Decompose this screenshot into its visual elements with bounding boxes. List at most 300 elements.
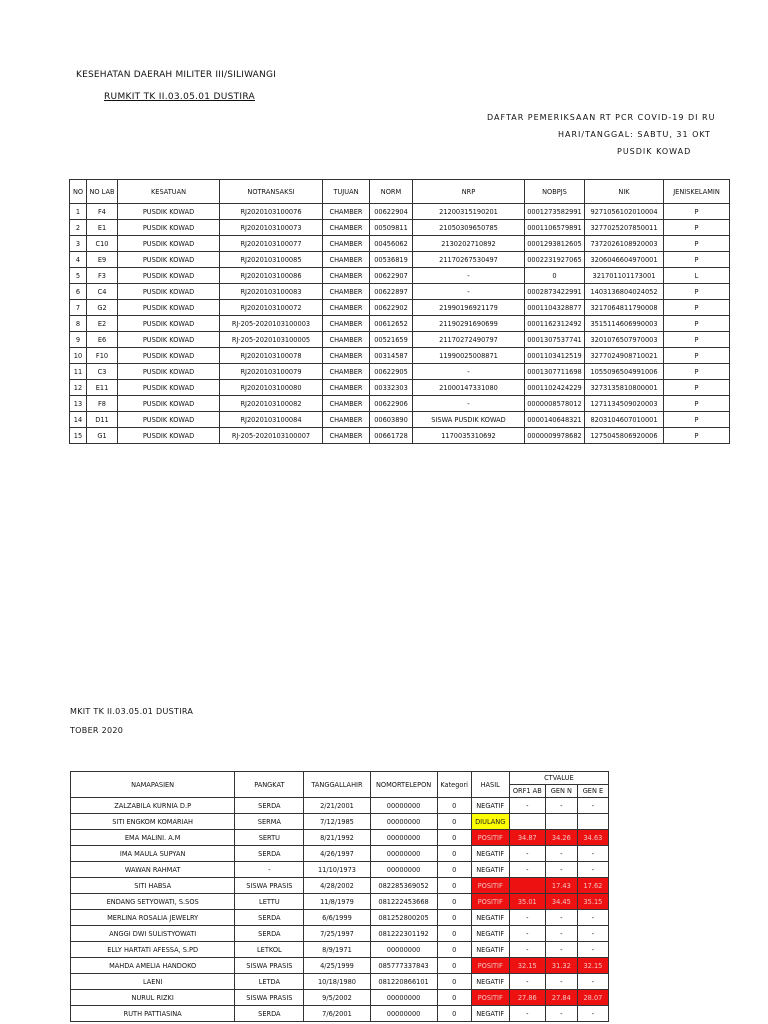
table-cell: PUSDIK KOWAD bbox=[118, 252, 220, 268]
table-row bbox=[71, 958, 609, 974]
table-cell: SITI ENGKOM KOMARIAH bbox=[71, 814, 235, 830]
table-cell bbox=[509, 878, 545, 894]
table-cell: 32.15 bbox=[577, 958, 608, 974]
table-cell: 321701101173001 bbox=[585, 268, 664, 284]
table-cell: E11 bbox=[87, 380, 118, 396]
table-cell: 6/6/1999 bbox=[304, 910, 370, 926]
table-cell: 00622906 bbox=[370, 396, 413, 412]
table-row bbox=[71, 830, 609, 846]
table-row bbox=[71, 926, 609, 942]
table-cell: RJ2020103100084 bbox=[220, 412, 323, 428]
table-cell: 17.43 bbox=[545, 878, 577, 894]
table-row bbox=[70, 428, 730, 444]
table-cell: 8/9/1971 bbox=[304, 942, 370, 958]
table-cell: CHAMBER bbox=[323, 204, 370, 220]
table-cell: CHAMBER bbox=[323, 252, 370, 268]
table-cell: RJ2020103100083 bbox=[220, 284, 323, 300]
table-cell: 8203104607010001 bbox=[585, 412, 664, 428]
result-cell: NEGATIF bbox=[471, 974, 509, 990]
table-cell: CHAMBER bbox=[323, 316, 370, 332]
table-cell: - bbox=[509, 798, 545, 814]
table-cell: PUSDIK KOWAD bbox=[118, 332, 220, 348]
result-cell: POSITIF bbox=[471, 878, 509, 894]
table-cell: F10 bbox=[87, 348, 118, 364]
table-cell: 0 bbox=[437, 1006, 471, 1022]
result-cell: NEGATIF bbox=[471, 942, 509, 958]
table-row bbox=[70, 380, 730, 396]
table-cell: 00314587 bbox=[370, 348, 413, 364]
table-cell: ZALZABILA KURNIA D.P bbox=[71, 798, 235, 814]
result-cell: POSITIF bbox=[471, 830, 509, 846]
table-cell: 21200315190201 bbox=[413, 204, 525, 220]
table-header-row bbox=[71, 772, 609, 785]
table-cell: 00000000 bbox=[370, 990, 437, 1006]
result-cell: NEGATIF bbox=[471, 846, 509, 862]
column-header: TUJUAN bbox=[323, 180, 370, 204]
table-cell: 21050309650785 bbox=[413, 220, 525, 236]
table-row bbox=[71, 878, 609, 894]
table-cell bbox=[545, 814, 577, 830]
table-cell: 00000000 bbox=[370, 862, 437, 878]
column-header: NO bbox=[70, 180, 87, 204]
table-cell: 17.62 bbox=[577, 878, 608, 894]
table-cell: 1403136804024052 bbox=[585, 284, 664, 300]
table-cell: CHAMBER bbox=[323, 220, 370, 236]
table-cell: 081222301192 bbox=[370, 926, 437, 942]
table-cell: 0001273582991 bbox=[525, 204, 585, 220]
ct-column-header: ORF1 AB bbox=[509, 785, 545, 798]
table-cell: 0001293812605 bbox=[525, 236, 585, 252]
table-cell: MERLINA ROSALIA JEWELRY bbox=[71, 910, 235, 926]
table-cell: 8 bbox=[70, 316, 87, 332]
table-cell: - bbox=[545, 862, 577, 878]
table-cell: - bbox=[509, 910, 545, 926]
table-cell: P bbox=[664, 364, 730, 380]
table-cell: MAHDA AMELIA HANDOKO bbox=[71, 958, 235, 974]
table-cell: 1055096504991006 bbox=[585, 364, 664, 380]
table-cell: F8 bbox=[87, 396, 118, 412]
table-cell: 0 bbox=[437, 862, 471, 878]
table-cell: 11 bbox=[70, 364, 87, 380]
table-cell: - bbox=[577, 862, 608, 878]
table-cell: 4/25/1999 bbox=[304, 958, 370, 974]
table-cell: 6 bbox=[70, 284, 87, 300]
table-cell: 28.07 bbox=[577, 990, 608, 1006]
table-cell: F4 bbox=[87, 204, 118, 220]
table-row bbox=[71, 974, 609, 990]
table-cell: P bbox=[664, 284, 730, 300]
table-cell: 00000000 bbox=[370, 830, 437, 846]
table-row bbox=[70, 236, 730, 252]
table-cell: 0 bbox=[437, 910, 471, 926]
table-cell: SERDA bbox=[235, 926, 304, 942]
table-cell: 0 bbox=[437, 942, 471, 958]
table-cell: CHAMBER bbox=[323, 348, 370, 364]
table-cell: LETDA bbox=[235, 974, 304, 990]
table-cell: 3217064811790008 bbox=[585, 300, 664, 316]
table-cell: ANGGI DWI SULISTYOWATI bbox=[71, 926, 235, 942]
table-cell: P bbox=[664, 220, 730, 236]
table-cell: 14 bbox=[70, 412, 87, 428]
table-cell: F3 bbox=[87, 268, 118, 284]
table-cell: 0002873422991 bbox=[525, 284, 585, 300]
column-header: TANGGALLAHIR bbox=[304, 772, 370, 798]
table-cell: 00456062 bbox=[370, 236, 413, 252]
table-cell: PUSDIK KOWAD bbox=[118, 428, 220, 444]
table-cell: 0 bbox=[437, 990, 471, 1006]
table-cell: 35.01 bbox=[509, 894, 545, 910]
table-cell: RJ2020103100080 bbox=[220, 380, 323, 396]
table-cell: 085777337843 bbox=[370, 958, 437, 974]
table-cell: RUTH PATTIASINA bbox=[71, 1006, 235, 1022]
table-cell: RJ-205-2020103100005 bbox=[220, 332, 323, 348]
table-row bbox=[71, 1006, 609, 1022]
table-cell: PUSDIK KOWAD bbox=[118, 396, 220, 412]
table-cell: 0 bbox=[437, 974, 471, 990]
table-cell: - bbox=[577, 846, 608, 862]
table-cell: PUSDIK KOWAD bbox=[118, 220, 220, 236]
table-cell: 7/12/1985 bbox=[304, 814, 370, 830]
table-cell: 5 bbox=[70, 268, 87, 284]
table-cell: 3206046604970001 bbox=[585, 252, 664, 268]
column-header: NIK bbox=[585, 180, 664, 204]
table-cell: 0000009978682 bbox=[525, 428, 585, 444]
table-cell: RJ2020103100078 bbox=[220, 348, 323, 364]
table-cell: PUSDIK KOWAD bbox=[118, 300, 220, 316]
table-cell: PUSDIK KOWAD bbox=[118, 236, 220, 252]
table-cell: - bbox=[545, 1006, 577, 1022]
table-cell: 21990196921179 bbox=[413, 300, 525, 316]
table-row bbox=[70, 396, 730, 412]
table-cell: P bbox=[664, 332, 730, 348]
table-cell: 11990025008871 bbox=[413, 348, 525, 364]
table-row bbox=[70, 364, 730, 380]
table-cell: - bbox=[509, 942, 545, 958]
patient-admin-table bbox=[69, 179, 730, 444]
table-cell: P bbox=[664, 316, 730, 332]
table-cell: CHAMBER bbox=[323, 412, 370, 428]
table-cell: 9271056102010004 bbox=[585, 204, 664, 220]
table-cell: SERMA bbox=[235, 814, 304, 830]
table-cell: 0001104328877 bbox=[525, 300, 585, 316]
table-cell: 27.84 bbox=[545, 990, 577, 1006]
table-row bbox=[71, 814, 609, 830]
table-cell: 7 bbox=[70, 300, 87, 316]
table-cell: 10 bbox=[70, 348, 87, 364]
table-cell: 0 bbox=[437, 958, 471, 974]
table-cell: PUSDIK KOWAD bbox=[118, 412, 220, 428]
table-cell: RJ2020103100072 bbox=[220, 300, 323, 316]
column-header: NOMORTELEPON bbox=[370, 772, 437, 798]
table-cell: - bbox=[577, 910, 608, 926]
table-cell: 1170035310692 bbox=[413, 428, 525, 444]
table-cell: RJ2020103100076 bbox=[220, 204, 323, 220]
table-cell: 27.86 bbox=[509, 990, 545, 1006]
table-cell: 4 bbox=[70, 252, 87, 268]
table-cell: 00332303 bbox=[370, 380, 413, 396]
table-row bbox=[71, 942, 609, 958]
result-cell: POSITIF bbox=[471, 958, 509, 974]
table-cell: 2/21/2001 bbox=[304, 798, 370, 814]
table-cell: 21170267530497 bbox=[413, 252, 525, 268]
table-cell: CHAMBER bbox=[323, 236, 370, 252]
table-cell: 4/28/2002 bbox=[304, 878, 370, 894]
table-cell: C10 bbox=[87, 236, 118, 252]
table-cell: RJ-205-2020103100007 bbox=[220, 428, 323, 444]
table-cell: G2 bbox=[87, 300, 118, 316]
column-header: NAMAPASIEN bbox=[71, 772, 235, 798]
result-cell: POSITIF bbox=[471, 990, 509, 1006]
ct-value-header: CTVALUE bbox=[509, 772, 608, 785]
table-cell: D11 bbox=[87, 412, 118, 428]
table-row bbox=[71, 894, 609, 910]
result-cell: POSITIF bbox=[471, 894, 509, 910]
table-row bbox=[70, 252, 730, 268]
table-cell: 9 bbox=[70, 332, 87, 348]
table-cell: PUSDIK KOWAD bbox=[118, 364, 220, 380]
table-cell: 0001307711698 bbox=[525, 364, 585, 380]
table-cell: 0000140648321 bbox=[525, 412, 585, 428]
table-cell: 3201076507970003 bbox=[585, 332, 664, 348]
column-header: NO LAB bbox=[87, 180, 118, 204]
table-cell: 0001102424229 bbox=[525, 380, 585, 396]
result-cell: NEGATIF bbox=[471, 798, 509, 814]
table-cell: RJ2020103100086 bbox=[220, 268, 323, 284]
table-cell: 34.63 bbox=[577, 830, 608, 846]
table-cell: 081222453668 bbox=[370, 894, 437, 910]
table-cell: 13 bbox=[70, 396, 87, 412]
table-cell bbox=[509, 814, 545, 830]
table-cell: 3277025207850011 bbox=[585, 220, 664, 236]
result-cell: NEGATIF bbox=[471, 862, 509, 878]
table-row bbox=[70, 332, 730, 348]
table-cell: EMA MALINI. A.M bbox=[71, 830, 235, 846]
table-row bbox=[70, 268, 730, 284]
table-cell: 081252800205 bbox=[370, 910, 437, 926]
table-cell: PUSDIK KOWAD bbox=[118, 380, 220, 396]
table-cell: P bbox=[664, 348, 730, 364]
table-cell: 0000008578012 bbox=[525, 396, 585, 412]
table-cell: 7/6/2001 bbox=[304, 1006, 370, 1022]
table-cell: 12 bbox=[70, 380, 87, 396]
table-cell: 10/18/1980 bbox=[304, 974, 370, 990]
table-cell: RJ2020103100079 bbox=[220, 364, 323, 380]
table-cell: 9/5/2002 bbox=[304, 990, 370, 1006]
table-cell: SISWA PRASIS bbox=[235, 990, 304, 1006]
column-header: KESATUAN bbox=[118, 180, 220, 204]
column-header: PANGKAT bbox=[235, 772, 304, 798]
table-cell: ELLY HARTATI AFESSA, S.PD bbox=[71, 942, 235, 958]
table-cell: 00000000 bbox=[370, 846, 437, 862]
table-cell: 0001103412519 bbox=[525, 348, 585, 364]
table-cell: SERDA bbox=[235, 798, 304, 814]
table-row bbox=[71, 798, 609, 814]
table-cell: SISWA PRASIS bbox=[235, 958, 304, 974]
table-cell: 0001307537741 bbox=[525, 332, 585, 348]
table-row bbox=[70, 284, 730, 300]
table-cell: E6 bbox=[87, 332, 118, 348]
table-cell: 35.15 bbox=[577, 894, 608, 910]
table-cell: - bbox=[413, 284, 525, 300]
table-cell: 2 bbox=[70, 220, 87, 236]
table-cell: 31.32 bbox=[545, 958, 577, 974]
table-row bbox=[71, 910, 609, 926]
table-cell: 1271134509020003 bbox=[585, 396, 664, 412]
table-cell: - bbox=[413, 364, 525, 380]
table-cell: 00509811 bbox=[370, 220, 413, 236]
table-row bbox=[70, 204, 730, 220]
table-cell: 0002231927065 bbox=[525, 252, 585, 268]
table-cell: 0 bbox=[437, 926, 471, 942]
header-org: KESEHATAN DAERAH MILITER III/SILIWANGI bbox=[76, 70, 276, 80]
table-cell: SITI HABSA bbox=[71, 878, 235, 894]
table-cell: RJ2020103100085 bbox=[220, 252, 323, 268]
table-cell: 21190291690699 bbox=[413, 316, 525, 332]
result-cell: NEGATIF bbox=[471, 1006, 509, 1022]
table-cell: - bbox=[235, 862, 304, 878]
table-cell: - bbox=[509, 846, 545, 862]
table-cell: CHAMBER bbox=[323, 268, 370, 284]
table-cell: 15 bbox=[70, 428, 87, 444]
column-header: Kategori bbox=[437, 772, 471, 798]
table-cell: E2 bbox=[87, 316, 118, 332]
footer-date: TOBER 2020 bbox=[70, 726, 124, 735]
table-cell: 00622904 bbox=[370, 204, 413, 220]
table-cell: 7372026108920003 bbox=[585, 236, 664, 252]
table-cell: C4 bbox=[87, 284, 118, 300]
column-header: JENISKELAMIN bbox=[664, 180, 730, 204]
table-cell: NURUL RIZKI bbox=[71, 990, 235, 1006]
table-cell: 3277024908710021 bbox=[585, 348, 664, 364]
table-cell: SISWA PRASIS bbox=[235, 878, 304, 894]
table-cell: 00622897 bbox=[370, 284, 413, 300]
table-cell: 00661728 bbox=[370, 428, 413, 444]
table-cell: PUSDIK KOWAD bbox=[118, 204, 220, 220]
table-cell: CHAMBER bbox=[323, 364, 370, 380]
column-header: HASIL bbox=[471, 772, 509, 798]
table-cell: 0001162312492 bbox=[525, 316, 585, 332]
table-cell: PUSDIK KOWAD bbox=[118, 348, 220, 364]
table-cell: P bbox=[664, 236, 730, 252]
table-cell: CHAMBER bbox=[323, 332, 370, 348]
table-cell: P bbox=[664, 412, 730, 428]
table-cell: - bbox=[545, 910, 577, 926]
table-cell: - bbox=[545, 846, 577, 862]
table-cell: - bbox=[577, 798, 608, 814]
column-header: NRP bbox=[413, 180, 525, 204]
table-row bbox=[71, 846, 609, 862]
table-cell: SERDA bbox=[235, 1006, 304, 1022]
table-cell: - bbox=[509, 974, 545, 990]
table-cell bbox=[577, 814, 608, 830]
table-cell: P bbox=[664, 428, 730, 444]
table-cell: RJ2020103100073 bbox=[220, 220, 323, 236]
table-cell: 00000000 bbox=[370, 798, 437, 814]
table-cell: 081220866101 bbox=[370, 974, 437, 990]
table-cell: 00000000 bbox=[370, 942, 437, 958]
table-cell: CHAMBER bbox=[323, 284, 370, 300]
table-cell: SERTU bbox=[235, 830, 304, 846]
table-cell: - bbox=[577, 942, 608, 958]
table-cell: LAENI bbox=[71, 974, 235, 990]
table-cell: 4/26/1997 bbox=[304, 846, 370, 862]
table-cell: - bbox=[509, 926, 545, 942]
table-cell: CHAMBER bbox=[323, 300, 370, 316]
table-cell: 00622905 bbox=[370, 364, 413, 380]
table-cell: 00622907 bbox=[370, 268, 413, 284]
table-cell: 0 bbox=[437, 894, 471, 910]
result-cell: DIULANG bbox=[471, 814, 509, 830]
table-cell: - bbox=[577, 974, 608, 990]
ct-column-header: GEN N bbox=[545, 785, 577, 798]
table-cell: 0 bbox=[437, 846, 471, 862]
table-cell: 32.15 bbox=[509, 958, 545, 974]
header-date: HARI/TANGGAL: SABTU, 31 OKT bbox=[558, 130, 711, 139]
table-cell: P bbox=[664, 380, 730, 396]
footer-hospital: MKIT TK II.03.05.01 DUSTIRA bbox=[70, 707, 194, 716]
table-cell: SERDA bbox=[235, 910, 304, 926]
header-unit: PUSDIK KOWAD bbox=[617, 147, 692, 156]
table-cell: 082285369052 bbox=[370, 878, 437, 894]
table-cell: - bbox=[545, 942, 577, 958]
table-cell: RJ-205-2020103100003 bbox=[220, 316, 323, 332]
result-cell: NEGATIF bbox=[471, 926, 509, 942]
table-cell: 00612652 bbox=[370, 316, 413, 332]
table-cell: 7/25/1997 bbox=[304, 926, 370, 942]
table-row bbox=[70, 412, 730, 428]
table-cell: - bbox=[413, 396, 525, 412]
table-cell: 00603890 bbox=[370, 412, 413, 428]
table-cell: 34.45 bbox=[545, 894, 577, 910]
table-cell: G1 bbox=[87, 428, 118, 444]
table-cell: - bbox=[577, 1006, 608, 1022]
ct-column-header: GEN E bbox=[577, 785, 608, 798]
table-cell: CHAMBER bbox=[323, 396, 370, 412]
table-cell: - bbox=[545, 926, 577, 942]
table-cell: CHAMBER bbox=[323, 380, 370, 396]
table-header-row bbox=[70, 180, 730, 204]
table-cell: IMA MAULA SUPYAN bbox=[71, 846, 235, 862]
table-row bbox=[70, 220, 730, 236]
table-cell: 3273135810800001 bbox=[585, 380, 664, 396]
table-cell: E9 bbox=[87, 252, 118, 268]
table-cell: C3 bbox=[87, 364, 118, 380]
table-cell: - bbox=[509, 1006, 545, 1022]
table-cell: 21000147331080 bbox=[413, 380, 525, 396]
table-cell: - bbox=[413, 268, 525, 284]
table-cell: - bbox=[577, 926, 608, 942]
table-cell: LETTU bbox=[235, 894, 304, 910]
table-cell: ENDANG SETYOWATI, S.SOS bbox=[71, 894, 235, 910]
column-header: NORM bbox=[370, 180, 413, 204]
table-cell: 3515114606990003 bbox=[585, 316, 664, 332]
column-header: NOBPJS bbox=[525, 180, 585, 204]
table-cell: 3 bbox=[70, 236, 87, 252]
table-cell: CHAMBER bbox=[323, 428, 370, 444]
table-row bbox=[71, 862, 609, 878]
table-cell: RJ2020103100082 bbox=[220, 396, 323, 412]
table-cell: - bbox=[545, 798, 577, 814]
table-cell: P bbox=[664, 396, 730, 412]
table-cell: PUSDIK KOWAD bbox=[118, 268, 220, 284]
table-cell: P bbox=[664, 300, 730, 316]
table-cell: - bbox=[545, 974, 577, 990]
table-cell: 21170272490797 bbox=[413, 332, 525, 348]
table-cell: SISWA PUSDIK KOWAD bbox=[413, 412, 525, 428]
table-cell: 00521659 bbox=[370, 332, 413, 348]
table-cell: P bbox=[664, 252, 730, 268]
table-cell: 2130202710892 bbox=[413, 236, 525, 252]
